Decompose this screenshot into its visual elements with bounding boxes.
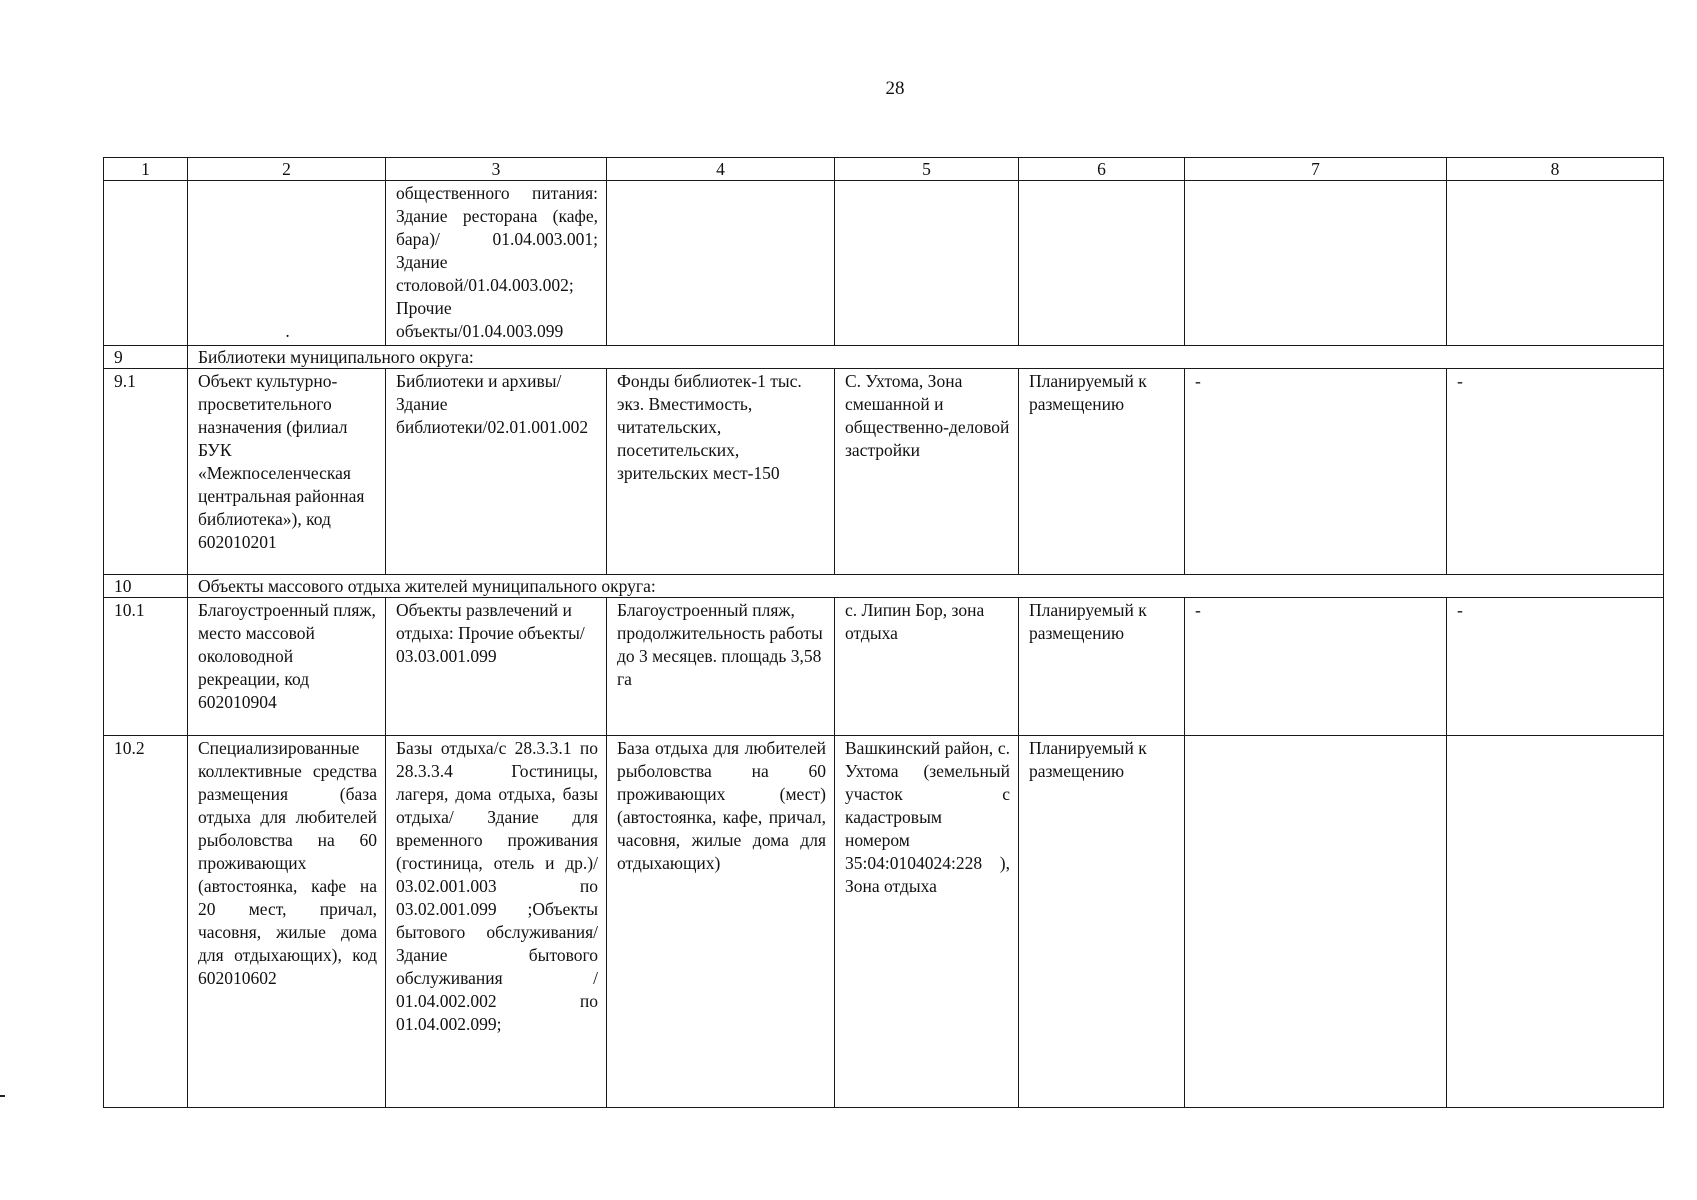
cell-type: Библиотеки и архивы/ Здание библиотеки/02.01.001.002 (386, 369, 607, 575)
cell-col7: - (1185, 369, 1447, 575)
cell-col8: - (1447, 369, 1664, 575)
cell-type: Базы отдыха/с 28.3.3.1 по 28.3.3.4 Гостиницы, лагеря, дома отдыха, базы отдыха/ Здание для временного проживания (гостиница, отель и др.)/ 03.02.001.003 по 03.02.001.099 ;Объекты бытового обслуживания/ Здание бытового обслуживания / 01.04.002.002 по 01.04.002.099; (386, 736, 607, 1108)
cell-col7 (1185, 181, 1447, 346)
cell-characteristics (607, 181, 835, 346)
table-row-10-2 (104, 736, 1664, 1108)
cell-location: С. Ухтома, Зона смешанной и общественно-деловой застройки (835, 369, 1019, 575)
cell-number: 9.1 (104, 369, 188, 575)
header-cell: 7 (1185, 158, 1447, 181)
cell-status: Планируемый к размещению (1019, 736, 1185, 1108)
cell-type: общественного питания: Здание ресторана (кафе, бара)/ 01.04.003.001; Здание столовой/01.04.003.002; Прочие объекты/01.04.003.099 (386, 181, 607, 346)
cell-characteristics: Благоустроенный пляж, продолжительность работы до 3 месяцев. площадь 3,58 га (607, 598, 835, 736)
cell-status (1019, 181, 1185, 346)
cell-col7 (1185, 736, 1447, 1108)
header-cell: 1 (104, 158, 188, 181)
cell-type: Объекты развлечений и отдыха: Прочие объекты/ 03.03.001.099 (386, 598, 607, 736)
cell-number (104, 181, 188, 346)
table-header-row (104, 158, 1664, 181)
header-cell: 2 (188, 158, 386, 181)
cell-number: 10.1 (104, 598, 188, 736)
cell-col8 (1447, 181, 1664, 346)
header-cell: 8 (1447, 158, 1664, 181)
table-row-10-1 (104, 598, 1664, 736)
header-cell: 3 (386, 158, 607, 181)
header-cell: 5 (835, 158, 1019, 181)
cell-number: 10.2 (104, 736, 188, 1108)
scan-edge-mark (0, 1095, 5, 1097)
table-row-9-1 (104, 369, 1664, 575)
header-cell: 6 (1019, 158, 1185, 181)
cell-characteristics: База отдыха для любителей рыболовства на 60 проживающих (мест) (автостоянка, кафе, причал, часовня, жилые дома для отдыхающих) (607, 736, 835, 1108)
cell-location: с. Липин Бор, зона отдыха (835, 598, 1019, 736)
planned-objects-table (103, 157, 1664, 1108)
cell-col8 (1447, 736, 1664, 1108)
cell-location (835, 181, 1019, 346)
cell-col8: - (1447, 598, 1664, 736)
table-row-continuation (104, 181, 1664, 346)
cell-location: Вашкинский район, с. Ухтома (земельный участок с кадастровым номером 35:04:0104024:228 ), Зона отдыха (835, 736, 1019, 1108)
header-cell: 4 (607, 158, 835, 181)
cell-col7: - (1185, 598, 1447, 736)
cell-characteristics: Фонды библиотек-1 тыс. экз. Вместимость, читательских, посетительских, зрительских мест-150 (607, 369, 835, 575)
section-row-9 (104, 346, 1664, 369)
section-number: 9 (104, 346, 188, 369)
cell-name: Благоустроенный пляж, место массовой околоводной рекреации, код 602010904 (188, 598, 386, 736)
cell-name: Объект культурно-просветительного назначения (филиал БУК «Межпоселенческая центральная районная библиотека»), код 602010201 (188, 369, 386, 575)
page-number: 28 (885, 78, 905, 99)
cell-status: Планируемый к размещению (1019, 369, 1185, 575)
section-number: 10 (104, 575, 188, 598)
cell-name: . (188, 181, 386, 346)
cell-name: Специализированные коллективные средства размещения (база отдыха для любителей рыболовства на 60 проживающих (автостоянка, кафе на 20 мест, причал, часовня, жилые дома для отдыхающих), код 602010602 (188, 736, 386, 1108)
section-row-10 (104, 575, 1664, 598)
section-title: Библиотеки муниципального округа: (188, 346, 1664, 369)
cell-status: Планируемый к размещению (1019, 598, 1185, 736)
section-title: Объекты массового отдыха жителей муниципального округа: (188, 575, 1664, 598)
